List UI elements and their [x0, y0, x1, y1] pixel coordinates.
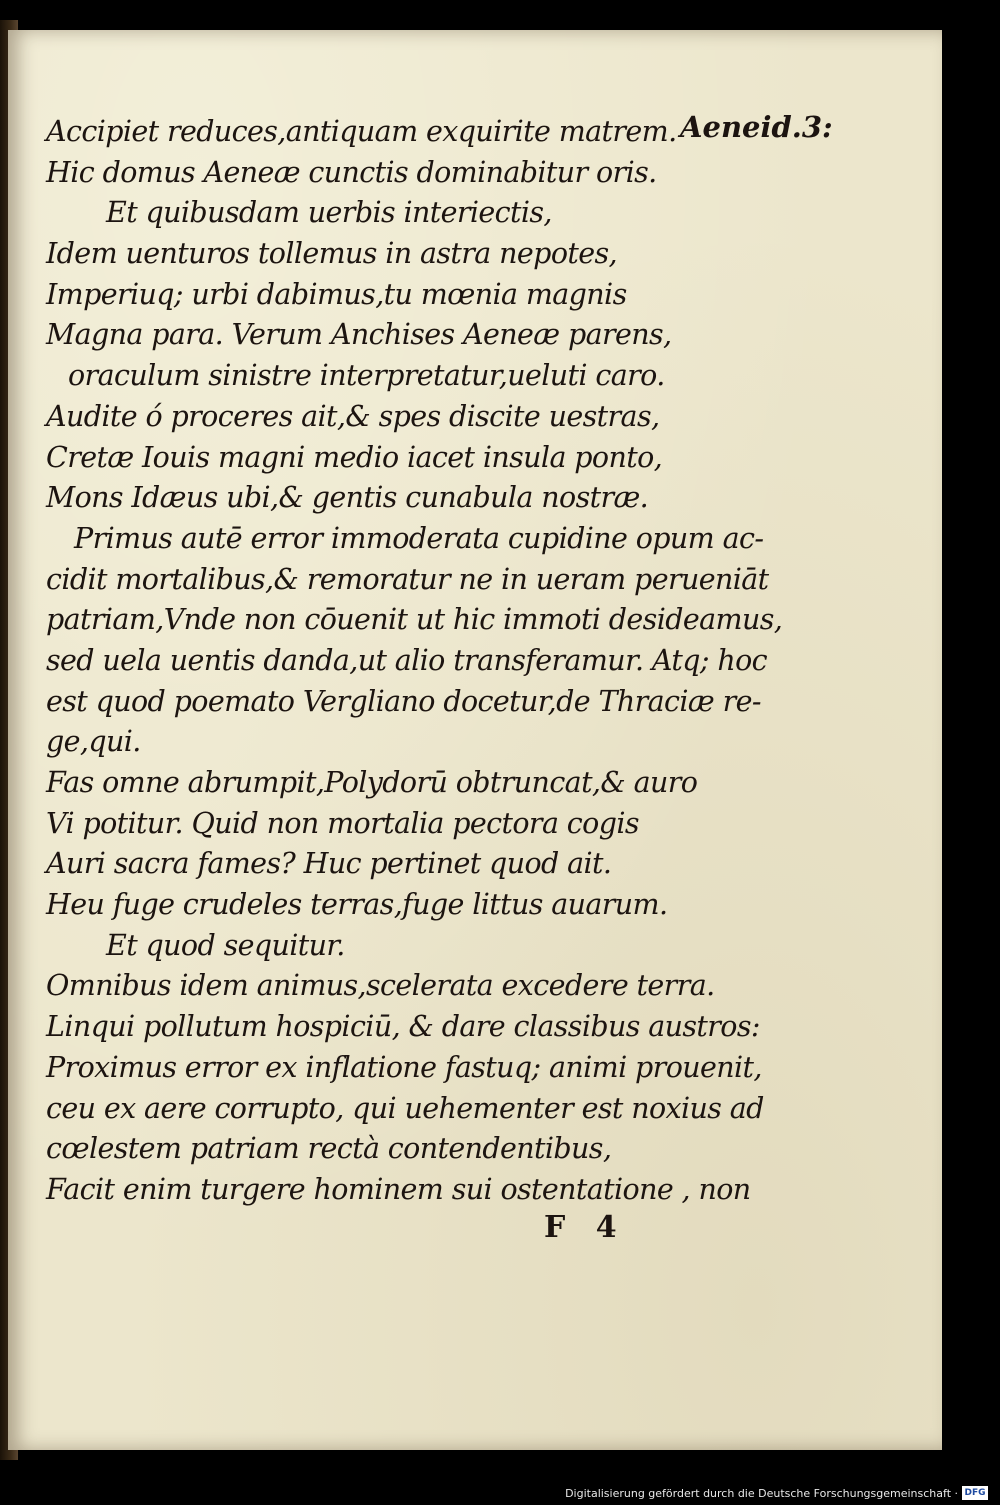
text-line: Hic domus Aeneæ cunctis dominabitur oris. — [46, 155, 657, 189]
text-line: patriam,Vnde non cōuenit ut hic immoti desideamus, — [46, 603, 783, 637]
text-line: Auri sacra fames? Huc pertinet quod ait. — [46, 847, 612, 881]
text-line: cœlestem patriam rectà contendentibus, — [46, 1132, 612, 1166]
text-line: Proximus error ex inflatione fastuq; animi prouenit, — [46, 1050, 762, 1084]
text-line: Omnibus idem animus,scelerata excedere terra. — [46, 969, 715, 1003]
text-line: Vi potitur. Quid non mortalia pectora cogis — [46, 806, 639, 840]
text-line: Et quod sequitur. — [106, 928, 345, 962]
signature-mark: F 4 — [544, 1210, 627, 1245]
running-head: Aeneid.3: — [680, 110, 833, 144]
text-line: Idem uenturos tollemus in astra nepotes, — [46, 237, 617, 271]
text-line: Cretæ Iouis magni medio iacet insula ponto, — [46, 440, 663, 474]
text-line: Imperiuq; urbi dabimus,tu mœnia magnis — [46, 277, 627, 311]
text-line: Linqui pollutum hospiciū, & dare classibus austros: — [46, 1010, 760, 1044]
text-line: Mons Idæus ubi,& gentis cunabula nostræ. — [46, 481, 649, 515]
funding-credit: Digitalisierung gefördert durch die Deutsche Forschungsgemeinschaft · — [565, 1487, 958, 1500]
book-page — [8, 30, 942, 1450]
text-line: Fas omne abrumpit,Polydorū obtruncat,& auro — [46, 766, 698, 799]
text-line: sed uela uentis danda,ut alio transferamur. Atq; hoc — [46, 643, 767, 677]
text-line: ge,qui. — [46, 725, 141, 759]
text-line: Accipiet reduces,antiquam exquirite matrem. — [46, 115, 677, 148]
text-line: Primus autē error immoderata cupidine opum ac- — [74, 521, 764, 555]
dfg-logo-icon: DFG — [962, 1486, 988, 1500]
text-line: Et quibusdam uerbis interiectis, — [106, 196, 552, 230]
text-line: ceu ex aere corrupto, qui uehementer est noxius ad — [46, 1091, 764, 1125]
text-line: Heu fuge crudeles terras,fuge littus auarum. — [46, 888, 668, 922]
text-line: cidit mortalibus,& remoratur ne in ueram perueniāt — [46, 562, 769, 596]
footer-bar — [0, 1478, 1000, 1505]
text-line: oraculum sinistre interpretatur,ueluti caro. — [68, 359, 665, 393]
text-line: est quod poemato Vergliano docetur,de Thraciæ re- — [46, 684, 761, 718]
text-line: Magna para. Verum Anchises Aeneæ parens, — [46, 318, 672, 352]
text-line: Audite ó proceres ait,& spes discite uestras, — [46, 399, 660, 433]
text-line: Facit enim turgere hominem sui ostentatione , non — [46, 1172, 751, 1206]
body-text — [46, 112, 926, 1211]
